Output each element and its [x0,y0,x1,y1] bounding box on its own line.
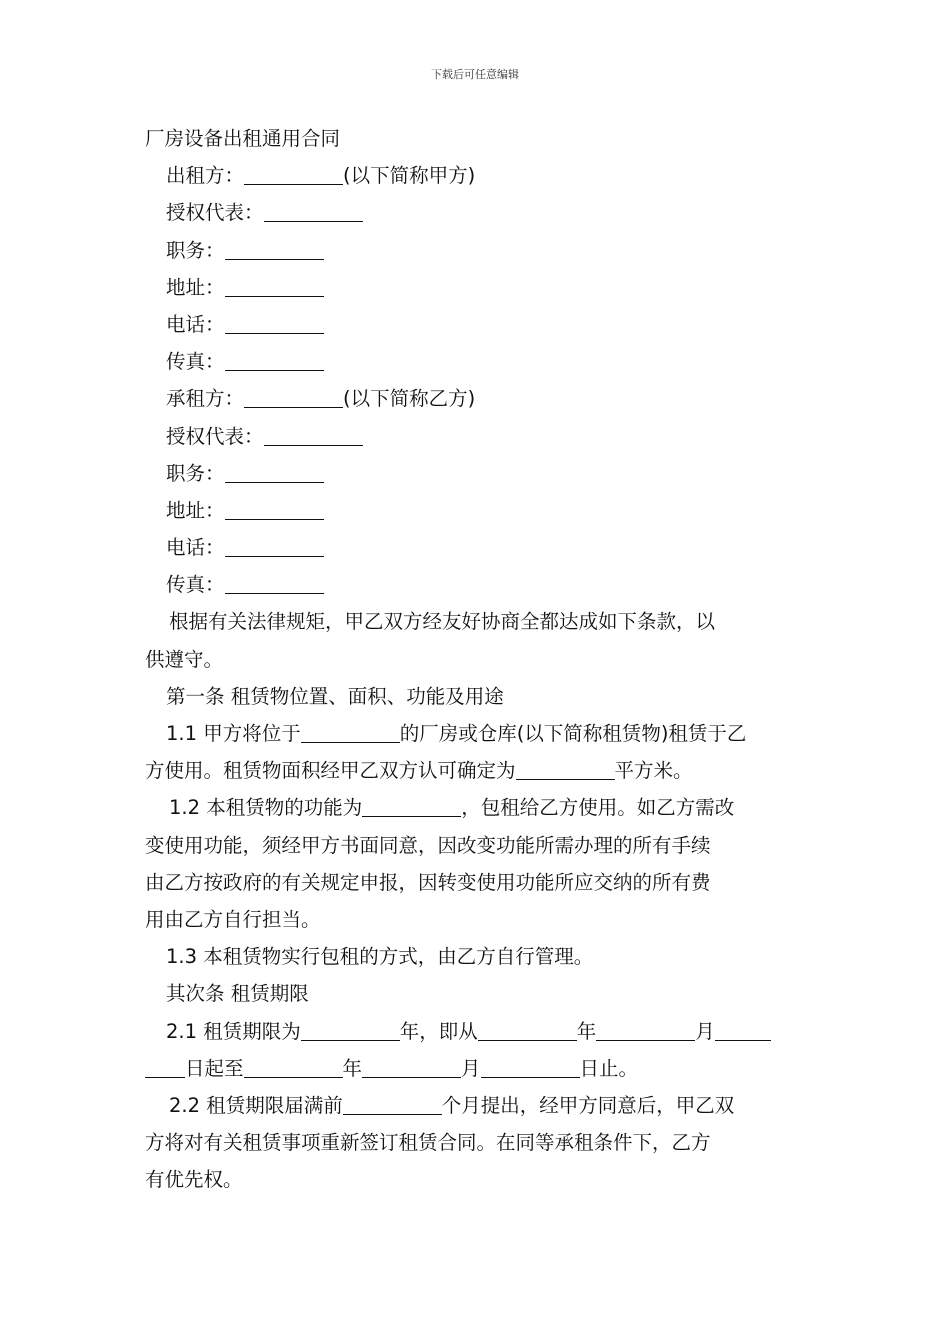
clause-1-2-line-1 [145,789,807,826]
clause-text: 方使用。租赁物面积经甲乙双方认可确定为 [145,759,516,783]
lessor-position-label: 职务： [166,238,225,262]
lessor-address-line [145,269,807,306]
blank-field [481,1057,580,1078]
clause-text: 的厂房或仓库(以下简称租赁物)租赁于乙 [399,722,747,745]
lessor-fax-line [145,343,807,380]
lessee-rep-label: 授权代表： [166,424,264,448]
lessee-address-label: 地址： [166,498,225,522]
lessor-address-label: 地址： [166,275,225,299]
clause-2-2-line-1 [145,1087,807,1124]
article-1-title: 第一条 租赁物位置、面积、功能及用途 [166,684,504,708]
lessee-line [145,380,807,417]
lessee-position-line [145,455,807,492]
page-header-note: 下载后可任意编辑 [431,68,519,81]
contract-body [145,120,807,1198]
clause-text: 日止。 [579,1056,639,1080]
blank-field [343,1094,442,1115]
blank-field [225,350,324,371]
blank-field [225,462,324,483]
lessee-label: 承租方： [166,387,245,411]
lessor-rep-label: 授权代表： [166,201,264,225]
intro-paragraph-line-1: 根据有关法律规矩，甲乙双方经友好协商全都达成如下条款，以 [169,610,716,634]
lessor-rep-line [145,194,807,231]
blank-field [145,1057,185,1078]
blank-field [478,1020,577,1041]
clause-text: 1.1 甲方将位于 [166,722,301,745]
clause-text: 平方米。 [614,759,693,783]
clause-text: 月 [695,1019,715,1043]
clause-text: 2.1 租赁期限为 [166,1019,301,1043]
clause-1-2-line-4: 用由乙方自行担当。 [145,907,321,931]
lessor-fax-label: 传真： [166,350,225,374]
blank-field [264,425,363,446]
clause-text: 1.2 本租赁物的功能为 [169,796,363,820]
lessor-phone-label: 电话： [166,312,225,336]
lessor-label: 出租方： [166,164,245,188]
clause-text: 年 [342,1056,363,1080]
blank-field [225,573,324,594]
lessee-suffix: (以下简称乙方) [343,387,476,411]
clause-2-1-line-1 [145,1013,807,1050]
lessor-position-line [145,232,807,269]
contract-title: 厂房设备出租通用合同 [145,127,341,150]
lessee-rep-line [145,418,807,455]
clause-text: ，包租给乙方使用。如乙方需改 [461,796,735,820]
article-2-title: 其次条 租赁期限 [166,982,309,1006]
clause-text: 月 [461,1056,481,1080]
clause-2-2-line-2: 方将对有关租赁事项重新签订租赁合同。在同等承租条件下，乙方 [145,1131,711,1155]
blank-field [225,313,324,334]
lessee-phone-label: 电话： [166,536,225,560]
clause-2-1-line-2 [145,1050,807,1087]
blank-field [301,1020,400,1041]
blank-field [264,201,363,222]
clause-text: 年，即从 [399,1019,478,1043]
blank-field [244,387,343,408]
blank-field [225,536,324,557]
intro-paragraph-line-2: 供遵守。 [145,647,224,671]
lessee-position-label: 职务： [166,461,225,485]
blank-field [516,759,615,780]
clause-text: 日起至 [185,1056,244,1080]
lessor-line [145,157,807,194]
lessee-fax-label: 传真： [166,573,225,597]
blank-field [362,796,461,817]
blank-field [715,1020,771,1041]
blank-field [301,722,400,743]
lessor-phone-line [145,306,807,343]
clause-1-3: 1.3 本租赁物实行包租的方式，由乙方自行管理。 [166,945,594,969]
lessor-suffix: (以下简称甲方) [343,164,476,188]
blank-field [244,1057,343,1078]
lessee-address-line [145,492,807,529]
blank-field [225,239,324,260]
clause-1-1-line-2 [145,752,807,789]
clause-1-1-line-1 [145,715,807,752]
blank-field [244,164,343,185]
clause-text: 年 [576,1019,597,1043]
clause-text: 2.2 租赁期限届满前 [169,1093,343,1117]
blank-field [225,276,324,297]
blank-field [362,1057,461,1078]
clause-1-2-line-2: 变使用功能，须经甲方书面同意，因改变功能所需办理的所有手续 [145,833,711,857]
lessee-phone-line [145,529,807,566]
blank-field [225,499,324,520]
clause-text: 个月提出，经甲方同意后，甲乙双 [441,1093,735,1117]
clause-2-2-line-3: 有优先权。 [145,1168,243,1192]
blank-field [596,1020,695,1041]
lessee-fax-line [145,566,807,603]
clause-1-2-line-3: 由乙方按政府的有关规定申报，因转变使用功能所应交纳的所有费 [145,870,711,894]
